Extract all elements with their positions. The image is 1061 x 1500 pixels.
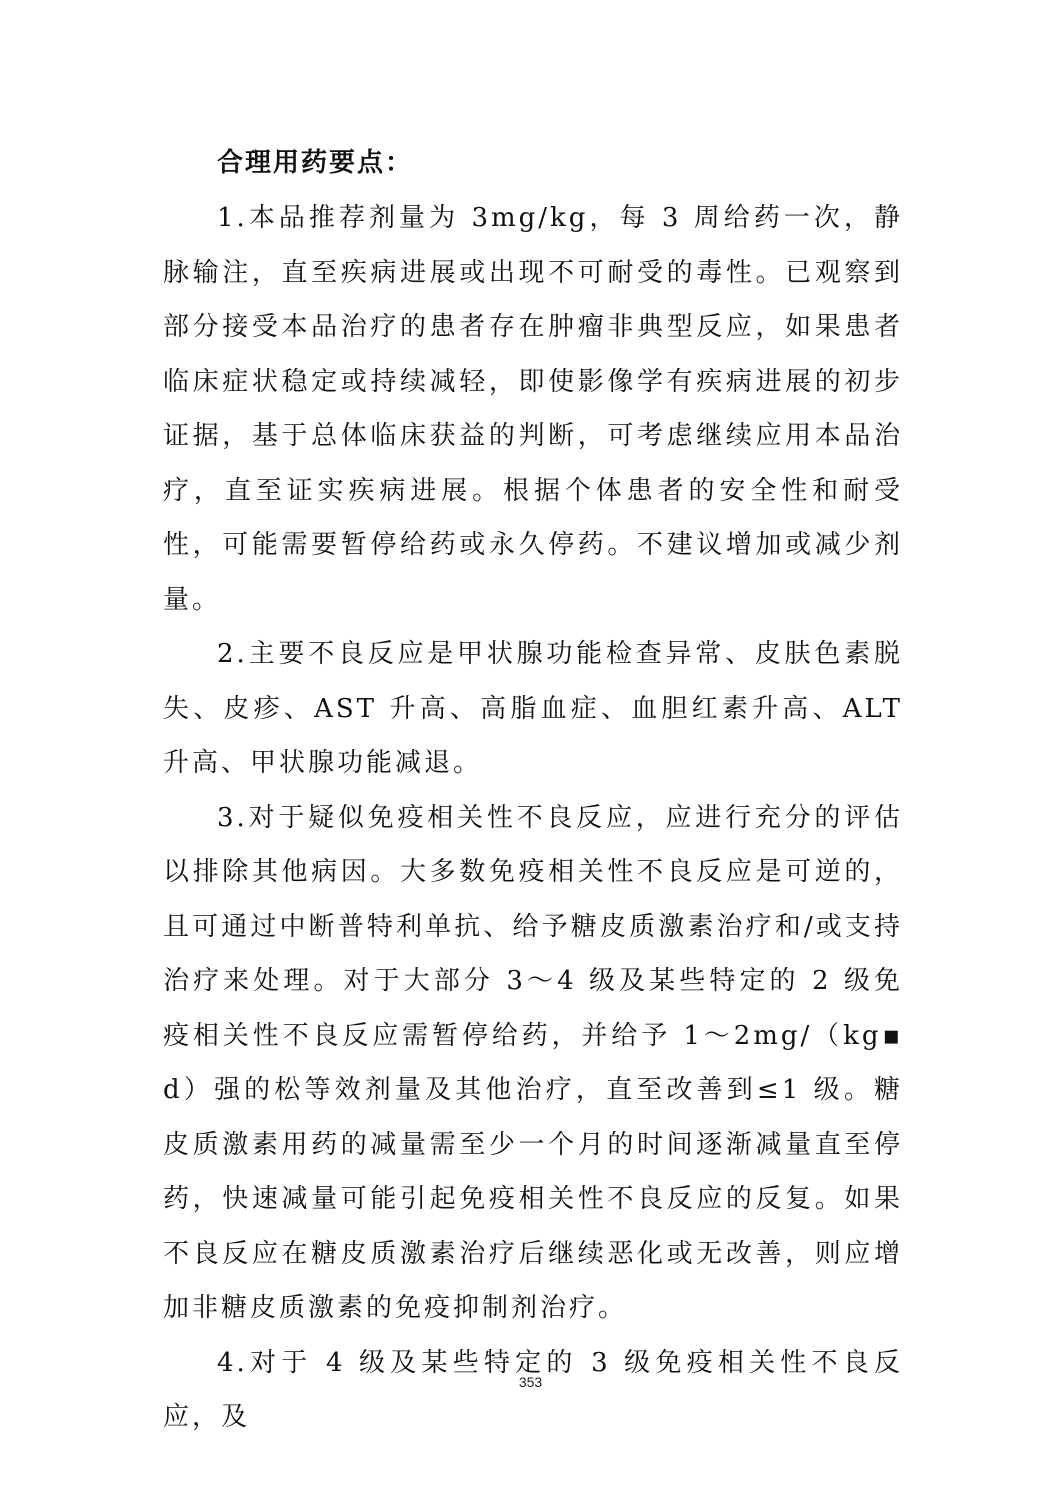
paragraph-adverse-reactions: 2.主要不良反应是甲状腺功能检查异常、皮肤色素脱失、皮疹、AST 升高、高脂血症、血胆红素升高、ALT 升高、甲状腺功能减退。	[163, 639, 903, 778]
section-heading: 合理用药要点：	[217, 148, 414, 178]
paragraph-dosage: 1.本品推荐剂量为 3mg/kg，每 3 周给药一次，静脉输注，直至疾病进展或出现不可耐受的毒性。已观察到部分接受本品治疗的患者存在肿瘤非典型反应，如果患者临床症状稳定或持续减轻，即使影像学有疾病进展的初步证据，基于总体临床获益的判断，可考虑继续应用本品治疗，直至证实疾病进展。根据个体患者的安全性和耐受性，可能需要暂停给药或永久停药。不建议增加或减少剂量。	[163, 203, 903, 615]
page-number: 353	[518, 1374, 543, 1390]
paragraph-immune-management: 3.对于疑似免疫相关性不良反应，应进行充分的评估以排除其他病因。大多数免疫相关性不良反应是可逆的，且可通过中断普特利单抗、给予糖皮质激素治疗和/或支持治疗来处理。对于大部分 3～4 级及某些特定的 2 级免疫相关性不良反应需暂停给药，并给予 1～2mg/（kg▪d）强的松等效剂量及其他治疗，直至改善到≤1 级。糖皮质激素用药的减量需至少一个月的时间逐渐减量直至停药，快速减量可能引起免疫相关性不良反应的反复。如果不良反应在糖皮质激素治疗后继续恶化或无改善，则应增加非糖皮质激素的免疫抑制剂治疗。	[163, 802, 903, 1323]
document-body	[163, 135, 903, 1445]
paragraph-grade-4: 4.对于 4 级及某些特定的 3 级免疫相关性不良反应，及	[163, 1347, 903, 1432]
